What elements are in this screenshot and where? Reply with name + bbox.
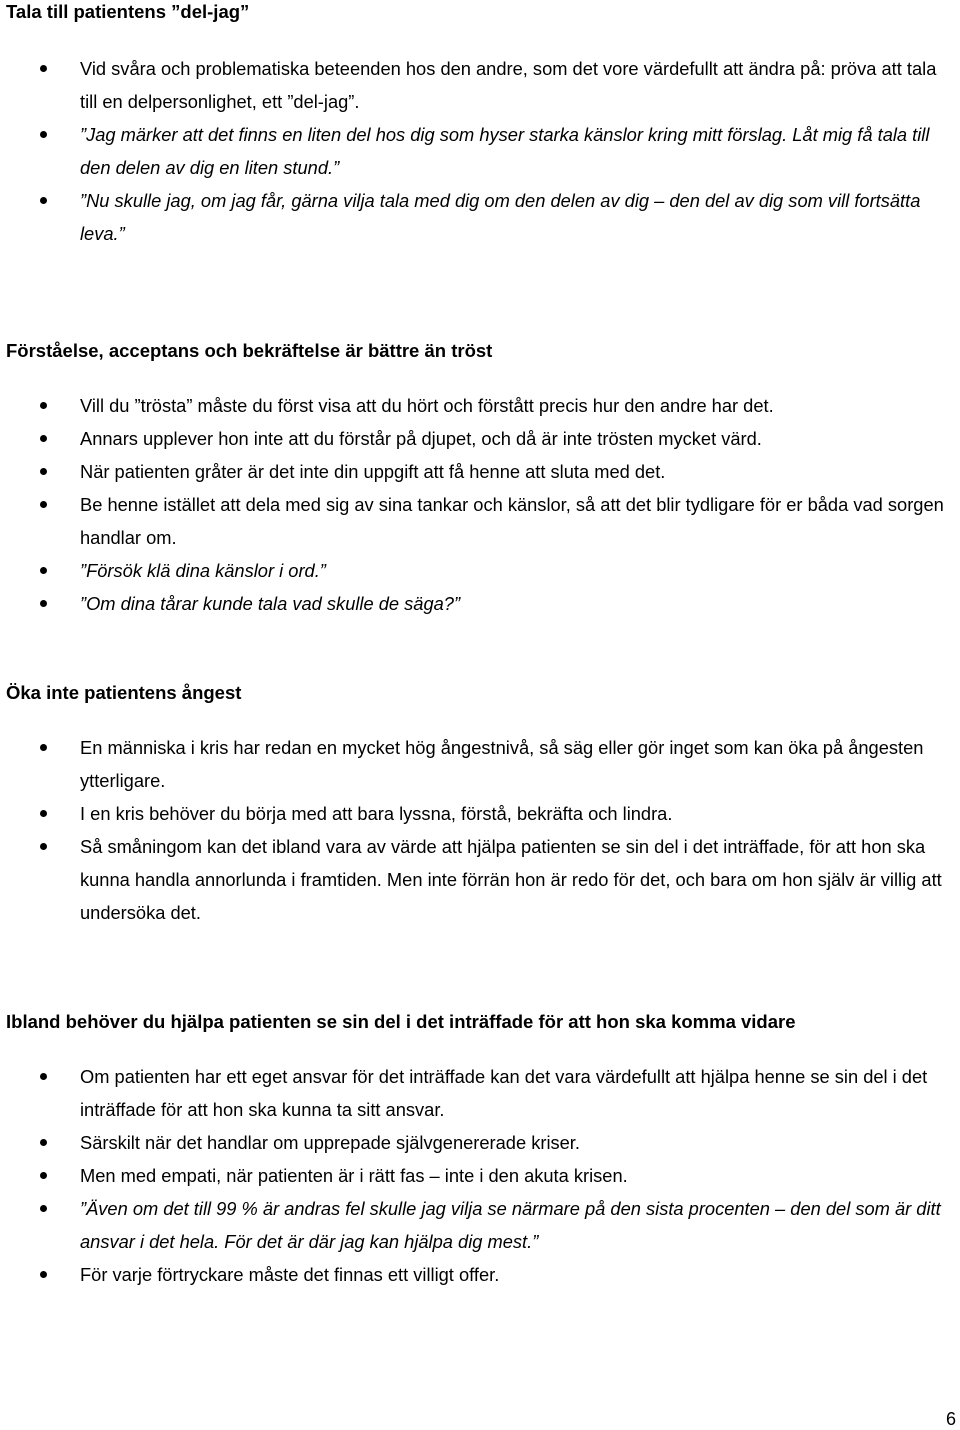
bullet-icon — [40, 402, 47, 409]
list-item — [0, 1258, 960, 1291]
list-item-text: Vid svåra och problematiska beteenden hos den andre, som det vore värdefullt att ändra på: pröva att tala till en delpersonlighet, ett ”del-jag”. — [80, 58, 937, 112]
bullet-icon — [40, 1139, 47, 1146]
list-item — [0, 118, 960, 184]
bullet-icon — [40, 468, 47, 475]
bullet-icon — [40, 501, 47, 508]
list-item — [0, 52, 960, 118]
list-item — [0, 830, 960, 929]
list-item — [0, 455, 960, 488]
list-item — [0, 184, 960, 250]
section-heading-angest: Öka inte patientens ångest — [6, 682, 242, 703]
list-item — [0, 587, 960, 620]
page-number: 6 — [945, 1409, 956, 1429]
bullet-icon — [40, 1172, 47, 1179]
list-item-text: Särskilt när det handlar om upprepade självgenererade kriser. — [80, 1132, 580, 1153]
bullet-icon — [40, 197, 47, 204]
bullet-icon — [40, 843, 47, 850]
bullet-icon — [40, 131, 47, 138]
list-item — [0, 797, 960, 830]
bullet-icon — [40, 1205, 47, 1212]
list-item-text: Be henne istället att dela med sig av sina tankar och känslor, så att det blir tydligare för er båda vad sorgen handlar om. — [80, 494, 944, 548]
list-item — [0, 1126, 960, 1159]
list-item-text: I en kris behöver du börja med att bara lyssna, förstå, bekräfta och lindra. — [80, 803, 673, 824]
bullet-list-forstaelse — [0, 389, 960, 620]
list-item-text: Vill du ”trösta” måste du först visa att du hört och förstått precis hur den andre har det. — [80, 395, 774, 416]
bullet-icon — [40, 600, 47, 607]
list-item-text: För varje förtryckare måste det finnas ett villigt offer. — [80, 1264, 500, 1285]
bullet-icon — [40, 567, 47, 574]
list-item-text: En människa i kris har redan en mycket hög ångestnivå, så säg eller gör inget som kan öka på ångesten ytterligare. — [80, 737, 924, 791]
list-item-text: Om patienten har ett eget ansvar för det inträffade kan det vara värdefullt att hjälpa henne se sin del i det inträffade för att hon ska kunna ta sitt ansvar. — [80, 1066, 928, 1120]
list-item-text: Men med empati, när patienten är i rätt fas – inte i den akuta krisen. — [80, 1165, 628, 1186]
list-item-text: Annars upplever hon inte att du förstår på djupet, och då är inte trösten mycket värd. — [80, 428, 762, 449]
bullet-icon — [40, 1073, 47, 1080]
list-item — [0, 1060, 960, 1126]
section-heading-del-jag: Tala till patientens ”del-jag” — [6, 1, 250, 22]
list-item-text: Så småningom kan det ibland vara av värde att hjälpa patienten se sin del i det inträffade, för att hon ska kunna handla annorlunda i framtiden. Men inte förrän hon är redo för det, och bara om hon själv är villig att undersöka det. — [80, 836, 942, 923]
list-item — [0, 389, 960, 422]
list-item-text: ”Om dina tårar kunde tala vad skulle de säga?” — [80, 593, 461, 614]
bullet-icon — [40, 1271, 47, 1278]
list-item — [0, 731, 960, 797]
bullet-list-ibland — [0, 1060, 960, 1291]
bullet-list-angest — [0, 731, 960, 929]
section-heading-forstaelse: Förståelse, acceptans och bekräftelse är bättre än tröst — [6, 340, 493, 361]
bullet-list-del-jag — [0, 52, 960, 250]
bullet-icon — [40, 65, 47, 72]
bullet-icon — [40, 744, 47, 751]
list-item — [0, 1192, 960, 1258]
list-item-text: ”Jag märker att det finns en liten del hos dig som hyser starka känslor kring mitt förslag. Låt mig få tala till den delen av dig en liten stund.” — [80, 124, 930, 178]
list-item-text: ”Nu skulle jag, om jag får, gärna vilja tala med dig om den delen av dig – den del av dig som vill fortsätta leva.” — [80, 190, 921, 244]
list-item-text: ”Även om det till 99 % är andras fel skulle jag vilja se närmare på den sista procenten – den del som är ditt ansvar i det hela. För det är där jag kan hjälpa dig mest.” — [80, 1198, 941, 1252]
list-item — [0, 1159, 960, 1192]
list-item — [0, 422, 960, 455]
list-item-text: ”Försök klä dina känslor i ord.” — [80, 560, 326, 581]
bullet-icon — [40, 435, 47, 442]
list-item — [0, 554, 960, 587]
bullet-icon — [40, 810, 47, 817]
list-item — [0, 488, 960, 554]
section-heading-ibland: Ibland behöver du hjälpa patienten se sin del i det inträffade för att hon ska komma vidare — [6, 1011, 796, 1032]
list-item-text: När patienten gråter är det inte din uppgift att få henne att sluta med det. — [80, 461, 666, 482]
